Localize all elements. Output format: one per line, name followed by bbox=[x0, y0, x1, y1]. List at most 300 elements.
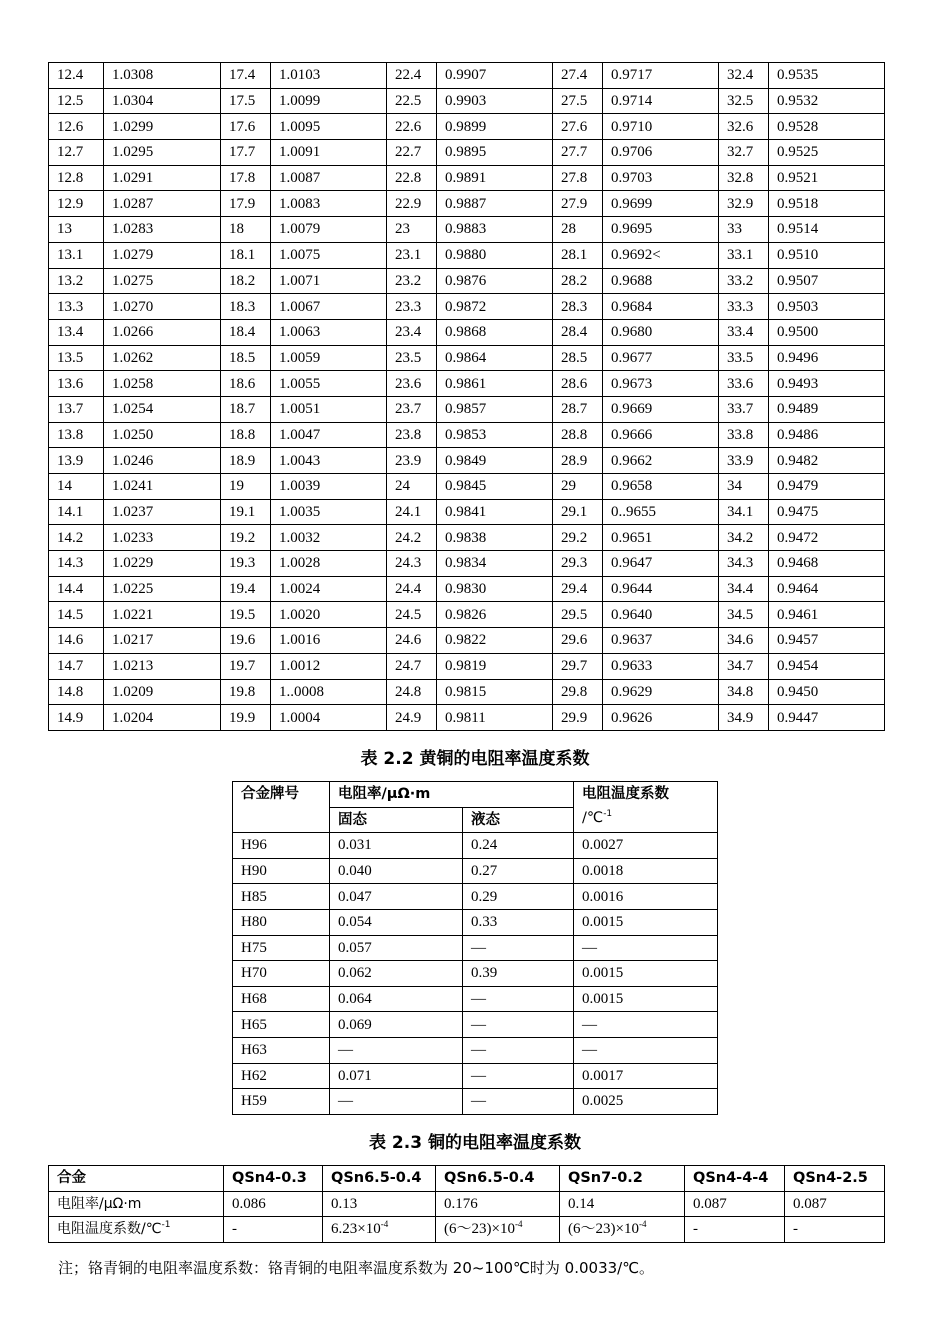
table-cell: 0.9464 bbox=[769, 576, 885, 602]
table-row bbox=[49, 602, 885, 628]
row-label-sup: -1 bbox=[161, 1220, 171, 1231]
table-cell: — bbox=[463, 1089, 574, 1115]
table-cell: 14.9 bbox=[49, 705, 104, 731]
table-cell: 19.5 bbox=[221, 602, 271, 628]
table-cell: 23.6 bbox=[387, 371, 437, 397]
table-cell: 24.1 bbox=[387, 499, 437, 525]
table-cell: 0.9500 bbox=[769, 319, 885, 345]
table-cell: 0.9461 bbox=[769, 602, 885, 628]
table-cell: 23.5 bbox=[387, 345, 437, 371]
temperature-correction-table bbox=[48, 62, 885, 731]
table-cell: 18.3 bbox=[221, 294, 271, 320]
table-cell: 29.9 bbox=[553, 705, 603, 731]
cell-sup: -4 bbox=[638, 1219, 647, 1230]
table-cell: 1.0051 bbox=[271, 396, 387, 422]
table-cell: 12.6 bbox=[49, 114, 104, 140]
table-row bbox=[233, 833, 718, 859]
table-2-3-caption: 表 2.3 铜的电阻率温度系数 bbox=[369, 1133, 581, 1153]
table-cell: 27.8 bbox=[553, 165, 603, 191]
table-cell: 0.9535 bbox=[769, 63, 885, 89]
table-row bbox=[49, 88, 885, 114]
table-cell: 0.0015 bbox=[574, 986, 718, 1012]
table-cell: 0.9706 bbox=[603, 140, 719, 166]
table-cell: 28.6 bbox=[553, 371, 603, 397]
table-cell: — bbox=[463, 1063, 574, 1089]
table-cell: 0.9666 bbox=[603, 422, 719, 448]
table-cell: 32.6 bbox=[719, 114, 769, 140]
table-cell: 24.3 bbox=[387, 551, 437, 577]
table-cell: 28.8 bbox=[553, 422, 603, 448]
table-cell: 33.9 bbox=[719, 448, 769, 474]
table-cell: 1.0295 bbox=[104, 140, 221, 166]
table-cell: 0.9815 bbox=[437, 679, 553, 705]
table-cell: 0.9518 bbox=[769, 191, 885, 217]
table-row bbox=[49, 448, 885, 474]
header-alloy: 合金牌号 bbox=[233, 782, 330, 833]
table-cell: 0.9532 bbox=[769, 88, 885, 114]
table-cell: 29.4 bbox=[553, 576, 603, 602]
table-cell: 29.3 bbox=[553, 551, 603, 577]
table-cell: 0.9640 bbox=[603, 602, 719, 628]
table-row bbox=[49, 525, 885, 551]
table-cell: 1.0275 bbox=[104, 268, 221, 294]
table-cell: 0.29 bbox=[463, 884, 574, 910]
table-cell: QSn4-4-4 bbox=[685, 1166, 785, 1192]
table-cell: 0.0018 bbox=[574, 858, 718, 884]
table-cell: QSn4-2.5 bbox=[785, 1166, 885, 1192]
table-cell: 18.9 bbox=[221, 448, 271, 474]
table-cell: 34.3 bbox=[719, 551, 769, 577]
table-cell: 1.0083 bbox=[271, 191, 387, 217]
table-cell: 13.7 bbox=[49, 396, 104, 422]
table-cell: 17.6 bbox=[221, 114, 271, 140]
table-cell: 33.3 bbox=[719, 294, 769, 320]
table-cell: 0.9475 bbox=[769, 499, 885, 525]
table-cell: 1.0308 bbox=[104, 63, 221, 89]
table-cell: 18.5 bbox=[221, 345, 271, 371]
table-cell: 33.1 bbox=[719, 242, 769, 268]
table-cell: 19.9 bbox=[221, 705, 271, 731]
header-coef-sup: -1 bbox=[603, 809, 613, 819]
table-cell: 0.9680 bbox=[603, 319, 719, 345]
table-row bbox=[49, 499, 885, 525]
table-cell: 0.9849 bbox=[437, 448, 553, 474]
table-cell: — bbox=[463, 986, 574, 1012]
table-cell: 0.9486 bbox=[769, 422, 885, 448]
table-cell: 0.9454 bbox=[769, 653, 885, 679]
table-cell: 0.9496 bbox=[769, 345, 885, 371]
table-cell: H59 bbox=[233, 1089, 330, 1115]
table-cell: 0.9864 bbox=[437, 345, 553, 371]
table-cell: 1.0020 bbox=[271, 602, 387, 628]
table-cell: 18.6 bbox=[221, 371, 271, 397]
table-row bbox=[49, 371, 885, 397]
table-cell: 0.087 bbox=[685, 1191, 785, 1217]
table-cell: 28.2 bbox=[553, 268, 603, 294]
header-temperature-coefficient bbox=[574, 782, 718, 833]
table-cell: 23.8 bbox=[387, 422, 437, 448]
table-cell: 12.8 bbox=[49, 165, 104, 191]
table-cell: 1.0304 bbox=[104, 88, 221, 114]
table-cell: 32.4 bbox=[719, 63, 769, 89]
table-cell: 0.9637 bbox=[603, 628, 719, 654]
table-cell: 12.4 bbox=[49, 63, 104, 89]
table-cell: 12.9 bbox=[49, 191, 104, 217]
table-cell: 0.9830 bbox=[437, 576, 553, 602]
header-coef-unit: /℃ bbox=[582, 810, 604, 826]
table-cell: 17.9 bbox=[221, 191, 271, 217]
table-cell: 0.33 bbox=[463, 909, 574, 935]
table-cell: 27.4 bbox=[553, 63, 603, 89]
table-cell: 17.5 bbox=[221, 88, 271, 114]
table-cell: 1.0079 bbox=[271, 217, 387, 243]
table-cell: 13.4 bbox=[49, 319, 104, 345]
table-cell: H90 bbox=[233, 858, 330, 884]
table-cell: 1.0055 bbox=[271, 371, 387, 397]
table-cell: 1.0241 bbox=[104, 474, 221, 500]
table-cell: 23.7 bbox=[387, 396, 437, 422]
table-cell: 0.9528 bbox=[769, 114, 885, 140]
table-row bbox=[49, 140, 885, 166]
table-cell: 0.9677 bbox=[603, 345, 719, 371]
table-cell: 0.9903 bbox=[437, 88, 553, 114]
table-cell: 1.0299 bbox=[104, 114, 221, 140]
table-cell: - bbox=[785, 1217, 885, 1243]
temperature-correction-table-body bbox=[49, 63, 885, 731]
table-cell: 29.6 bbox=[553, 628, 603, 654]
table-cell: 1.0063 bbox=[271, 319, 387, 345]
table-cell: 22.4 bbox=[387, 63, 437, 89]
table-cell: 0.9811 bbox=[437, 705, 553, 731]
table-cell: 0.9710 bbox=[603, 114, 719, 140]
table-cell: 0.069 bbox=[330, 1012, 463, 1038]
table-cell: 24.5 bbox=[387, 602, 437, 628]
table-cell: 29.7 bbox=[553, 653, 603, 679]
table-cell: 0.9899 bbox=[437, 114, 553, 140]
table-cell: 0.9507 bbox=[769, 268, 885, 294]
table-cell: 0.9626 bbox=[603, 705, 719, 731]
table-cell: 13.6 bbox=[49, 371, 104, 397]
table-cell: 0.9658 bbox=[603, 474, 719, 500]
table-cell: 14.7 bbox=[49, 653, 104, 679]
table-row bbox=[49, 165, 885, 191]
table-cell: 23.4 bbox=[387, 319, 437, 345]
table-cell: H75 bbox=[233, 935, 330, 961]
table-row bbox=[233, 1012, 718, 1038]
table-row bbox=[49, 474, 885, 500]
table-cell: 1.0103 bbox=[271, 63, 387, 89]
table-cell: 1.0071 bbox=[271, 268, 387, 294]
table-cell: 电阻率/μΩ·m bbox=[49, 1191, 224, 1217]
table-row bbox=[233, 1089, 718, 1115]
table-cell: 0..9655 bbox=[603, 499, 719, 525]
table-cell: 1.0016 bbox=[271, 628, 387, 654]
table-cell: 0.9493 bbox=[769, 371, 885, 397]
table-cell: 1.0209 bbox=[104, 679, 221, 705]
table-cell: 0.9876 bbox=[437, 268, 553, 294]
table-cell: 23 bbox=[387, 217, 437, 243]
cell-sup: -4 bbox=[380, 1219, 389, 1230]
table-cell: 0.9651 bbox=[603, 525, 719, 551]
row-label-text: 电阻温度系数/℃ bbox=[57, 1221, 162, 1238]
table-cell: 0.0025 bbox=[574, 1089, 718, 1115]
table-cell: 合金 bbox=[49, 1166, 224, 1192]
table-cell: 29.5 bbox=[553, 602, 603, 628]
table-row bbox=[49, 191, 885, 217]
table-cell: 24.2 bbox=[387, 525, 437, 551]
table-cell: 27.6 bbox=[553, 114, 603, 140]
table-cell: H65 bbox=[233, 1012, 330, 1038]
table-cell: 0.9834 bbox=[437, 551, 553, 577]
table-row bbox=[49, 628, 885, 654]
table-cell: 0.9479 bbox=[769, 474, 885, 500]
table-cell: 1.0258 bbox=[104, 371, 221, 397]
table-cell: 0.9688 bbox=[603, 268, 719, 294]
table-cell: 24.8 bbox=[387, 679, 437, 705]
table-cell: QSn6.5-0.4 bbox=[323, 1166, 436, 1192]
table-cell: 1.0237 bbox=[104, 499, 221, 525]
table-cell: 28.7 bbox=[553, 396, 603, 422]
table-cell: 0.0017 bbox=[574, 1063, 718, 1089]
table-row bbox=[233, 884, 718, 910]
table-cell: 0.9662 bbox=[603, 448, 719, 474]
header-coef-line2 bbox=[582, 806, 717, 830]
table-row-resistivity bbox=[49, 1191, 885, 1217]
table-cell: 17.7 bbox=[221, 140, 271, 166]
table-cell: 0.9857 bbox=[437, 396, 553, 422]
table-cell: 1.0270 bbox=[104, 294, 221, 320]
table-cell: H70 bbox=[233, 961, 330, 987]
table-cell: 0.9521 bbox=[769, 165, 885, 191]
table-cell bbox=[436, 1217, 560, 1243]
table-cell: 0.9684 bbox=[603, 294, 719, 320]
table-cell: 1.0221 bbox=[104, 602, 221, 628]
table-cell: 34.6 bbox=[719, 628, 769, 654]
table-cell: 13.9 bbox=[49, 448, 104, 474]
table-cell: 0.9699 bbox=[603, 191, 719, 217]
table-cell: 18 bbox=[221, 217, 271, 243]
header-liquid: 液态 bbox=[463, 807, 574, 833]
table-cell: 0.9472 bbox=[769, 525, 885, 551]
table-cell: 0.9525 bbox=[769, 140, 885, 166]
table-header-row bbox=[49, 1166, 885, 1192]
table-cell: 33.5 bbox=[719, 345, 769, 371]
table-cell: 1.0279 bbox=[104, 242, 221, 268]
table-cell: 28.5 bbox=[553, 345, 603, 371]
table-cell: 0.9447 bbox=[769, 705, 885, 731]
table-cell: 24.9 bbox=[387, 705, 437, 731]
table-row bbox=[49, 114, 885, 140]
table-cell: - bbox=[685, 1217, 785, 1243]
table-row bbox=[233, 858, 718, 884]
table-row-temperature-coefficient bbox=[49, 1217, 885, 1243]
table-cell: 1.0204 bbox=[104, 705, 221, 731]
table-cell: 0.14 bbox=[560, 1191, 685, 1217]
table-cell: H62 bbox=[233, 1063, 330, 1089]
table-cell: 18.4 bbox=[221, 319, 271, 345]
bronze-resistivity-table bbox=[48, 1165, 885, 1243]
table-cell: 0.071 bbox=[330, 1063, 463, 1089]
table-cell: 0.9861 bbox=[437, 371, 553, 397]
table-cell: 0.9891 bbox=[437, 165, 553, 191]
table-cell: 1.0254 bbox=[104, 396, 221, 422]
table-cell: 1..0008 bbox=[271, 679, 387, 705]
table-cell: 13 bbox=[49, 217, 104, 243]
table-cell: 0.9853 bbox=[437, 422, 553, 448]
table-cell: 23.1 bbox=[387, 242, 437, 268]
table-cell: 0.0027 bbox=[574, 833, 718, 859]
table-cell: H68 bbox=[233, 986, 330, 1012]
table-cell: 33.4 bbox=[719, 319, 769, 345]
table-cell: 0.9450 bbox=[769, 679, 885, 705]
table-cell: 1.0287 bbox=[104, 191, 221, 217]
table-cell: 0.0016 bbox=[574, 884, 718, 910]
table-row bbox=[49, 705, 885, 731]
table-row bbox=[49, 294, 885, 320]
table-cell: 13.1 bbox=[49, 242, 104, 268]
table-cell: 18.7 bbox=[221, 396, 271, 422]
table-row bbox=[49, 396, 885, 422]
row-label-temperature-coefficient bbox=[49, 1217, 224, 1243]
table-cell: 0.9482 bbox=[769, 448, 885, 474]
table-row bbox=[49, 576, 885, 602]
table-cell: 1.0099 bbox=[271, 88, 387, 114]
table-row bbox=[49, 345, 885, 371]
table-row bbox=[233, 935, 718, 961]
table-cell: 32.5 bbox=[719, 88, 769, 114]
table-row bbox=[233, 961, 718, 987]
table-cell: 1.0087 bbox=[271, 165, 387, 191]
table-cell: 18.1 bbox=[221, 242, 271, 268]
cell-text: 6.23×10 bbox=[331, 1221, 381, 1238]
header-coef-line1: 电阻温度系数 bbox=[582, 786, 670, 802]
table-cell: 0.9647 bbox=[603, 551, 719, 577]
table-cell: 0.9880 bbox=[437, 242, 553, 268]
table-cell: 29.8 bbox=[553, 679, 603, 705]
table-cell: 0.0015 bbox=[574, 961, 718, 987]
table-cell: 18.2 bbox=[221, 268, 271, 294]
table-cell: 1.0233 bbox=[104, 525, 221, 551]
header-solid: 固态 bbox=[330, 807, 463, 833]
table-cell: 29.2 bbox=[553, 525, 603, 551]
table-cell: 17.8 bbox=[221, 165, 271, 191]
table-cell: — bbox=[574, 935, 718, 961]
table-cell: 1.0035 bbox=[271, 499, 387, 525]
table-cell: 12.5 bbox=[49, 88, 104, 114]
table-cell: H80 bbox=[233, 909, 330, 935]
brass-resistivity-table bbox=[232, 781, 718, 1115]
table-cell: 18.8 bbox=[221, 422, 271, 448]
table-cell: 29 bbox=[553, 474, 603, 500]
table-cell: - bbox=[224, 1217, 323, 1243]
table-cell: 19.4 bbox=[221, 576, 271, 602]
table-cell: 0.047 bbox=[330, 884, 463, 910]
table-cell: 0.9714 bbox=[603, 88, 719, 114]
table-row bbox=[233, 1037, 718, 1063]
table-cell: 27.7 bbox=[553, 140, 603, 166]
table-cell: 0.9845 bbox=[437, 474, 553, 500]
table-cell: 33.2 bbox=[719, 268, 769, 294]
table-cell: 22.6 bbox=[387, 114, 437, 140]
table-cell: 0.9514 bbox=[769, 217, 885, 243]
table-cell: 1.0095 bbox=[271, 114, 387, 140]
table-cell: 0.9503 bbox=[769, 294, 885, 320]
table-cell: 1.0250 bbox=[104, 422, 221, 448]
table-cell: 19.1 bbox=[221, 499, 271, 525]
table-cell: 32.7 bbox=[719, 140, 769, 166]
table-cell: 1.0043 bbox=[271, 448, 387, 474]
table-cell: 1.0262 bbox=[104, 345, 221, 371]
table-cell: 14.6 bbox=[49, 628, 104, 654]
table-cell: 14.2 bbox=[49, 525, 104, 551]
table-row bbox=[233, 1063, 718, 1089]
table-cell: QSn7-0.2 bbox=[560, 1166, 685, 1192]
table-cell bbox=[323, 1217, 436, 1243]
table-cell: 1.0059 bbox=[271, 345, 387, 371]
table-cell: 1.0217 bbox=[104, 628, 221, 654]
table-cell bbox=[560, 1217, 685, 1243]
table-cell: 34.9 bbox=[719, 705, 769, 731]
table-row bbox=[233, 909, 718, 935]
table-cell: 24.4 bbox=[387, 576, 437, 602]
table-cell: 0.27 bbox=[463, 858, 574, 884]
table-cell: 0.9629 bbox=[603, 679, 719, 705]
table-cell: 33.8 bbox=[719, 422, 769, 448]
table-cell: QSn4-0.3 bbox=[224, 1166, 323, 1192]
table-cell: 34.4 bbox=[719, 576, 769, 602]
table-cell: 0.087 bbox=[785, 1191, 885, 1217]
table-cell: 0.086 bbox=[224, 1191, 323, 1217]
table-cell: 28 bbox=[553, 217, 603, 243]
table-cell: 33.7 bbox=[719, 396, 769, 422]
table-cell: 32.9 bbox=[719, 191, 769, 217]
table-cell: 0.9673 bbox=[603, 371, 719, 397]
table-cell: 1.0075 bbox=[271, 242, 387, 268]
footnote: 注；铬青铜的电阻率温度系数：铬青铜的电阻率温度系数为 20~100℃时为 0.0033/℃。 bbox=[58, 1259, 655, 1277]
table-cell: 0.9907 bbox=[437, 63, 553, 89]
table-cell: 1.0012 bbox=[271, 653, 387, 679]
table-cell: 13.8 bbox=[49, 422, 104, 448]
table-cell: 19.6 bbox=[221, 628, 271, 654]
table-cell: 14.3 bbox=[49, 551, 104, 577]
table-cell: 14.1 bbox=[49, 499, 104, 525]
table-cell: 0.0015 bbox=[574, 909, 718, 935]
table-cell: 28.9 bbox=[553, 448, 603, 474]
table-row bbox=[49, 653, 885, 679]
table-cell: 19.7 bbox=[221, 653, 271, 679]
table-cell: 32.8 bbox=[719, 165, 769, 191]
table-cell: 12.7 bbox=[49, 140, 104, 166]
table-cell: 19.8 bbox=[221, 679, 271, 705]
table-cell: 29.1 bbox=[553, 499, 603, 525]
table-cell: 28.1 bbox=[553, 242, 603, 268]
table-cell: 0.39 bbox=[463, 961, 574, 987]
table-cell: H96 bbox=[233, 833, 330, 859]
table-cell: 22.7 bbox=[387, 140, 437, 166]
table-cell: 34.5 bbox=[719, 602, 769, 628]
table-cell: 34.2 bbox=[719, 525, 769, 551]
table-cell: H85 bbox=[233, 884, 330, 910]
table-cell: 23.2 bbox=[387, 268, 437, 294]
table-cell: 14.5 bbox=[49, 602, 104, 628]
table-cell: 0.9717 bbox=[603, 63, 719, 89]
table-cell: 1.0246 bbox=[104, 448, 221, 474]
table-cell: 1.0039 bbox=[271, 474, 387, 500]
table-row bbox=[49, 551, 885, 577]
table-cell: 34.8 bbox=[719, 679, 769, 705]
table-row bbox=[233, 986, 718, 1012]
table-cell: 1.0229 bbox=[104, 551, 221, 577]
